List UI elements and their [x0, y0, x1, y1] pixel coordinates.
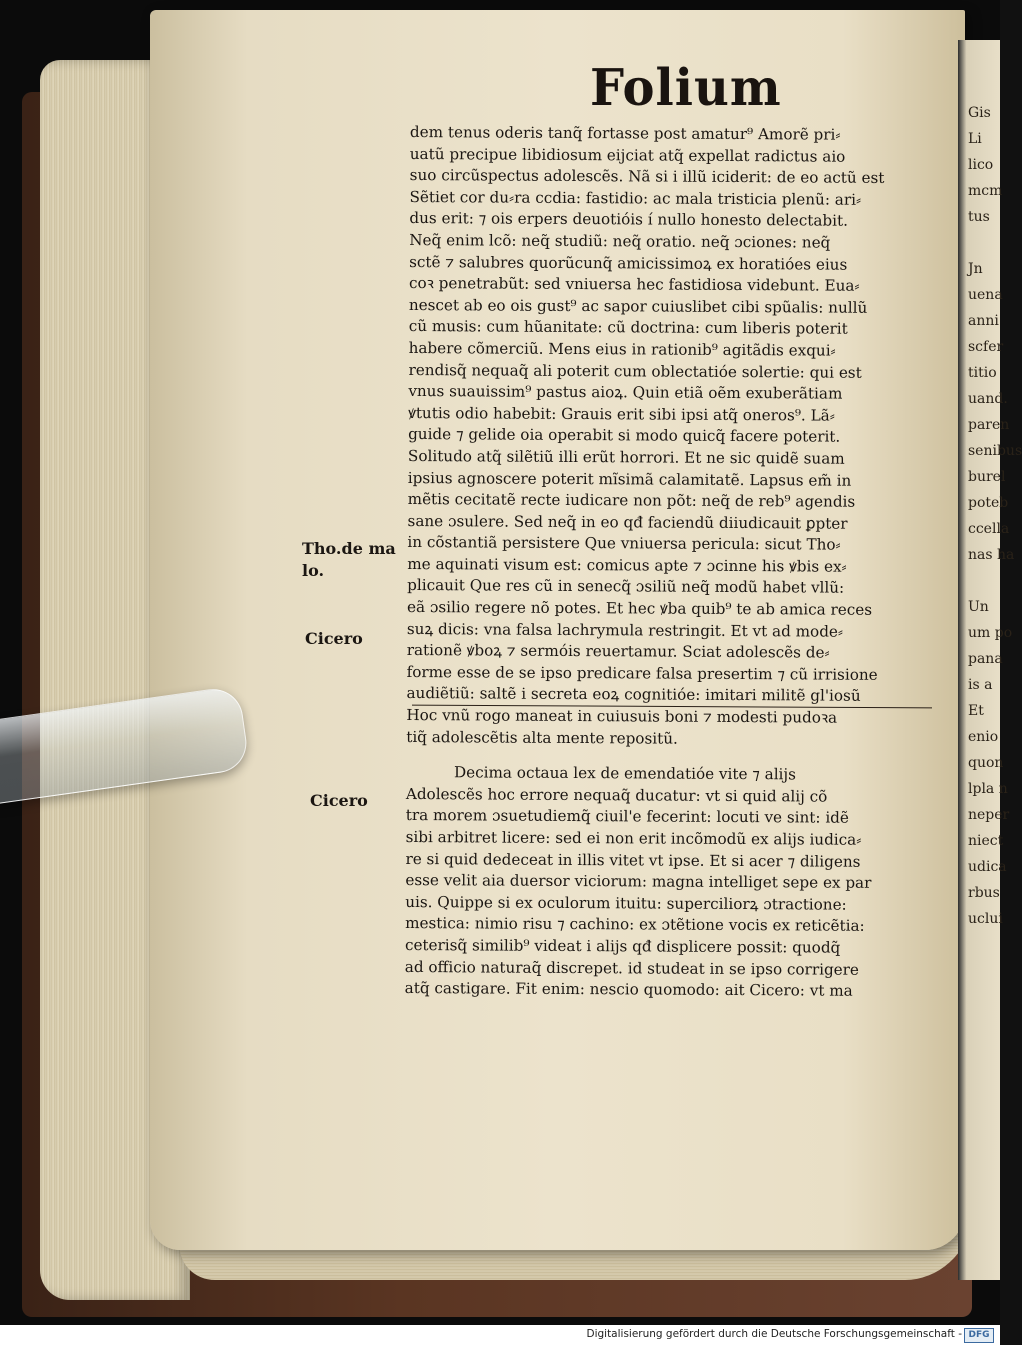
text-line: dus erit: ⁊ ois erpers deuotióis í nullo honesto delectabit.	[409, 209, 849, 231]
footer-bar	[0, 1325, 1000, 1345]
text-line: Sẽtiet cor du⸗ra ccdia: fastidio: ac mala tristicia plenũ: ari⸗	[409, 187, 862, 209]
text-line: in cõstantiã persistere Que vniuersa pericula: sicut Tho⸗	[407, 533, 841, 554]
text-line: rationẽ ꝟboꝝ ⁊ sermóis reuertamur. Sciat adolescẽs de⸗	[406, 641, 830, 662]
text-line: atq̃ castigare. Fit enim: nescio quomodo: ait Cicero: vt ma	[404, 979, 853, 1000]
text-line: mestica: nimio risu ⁊ cachino: ex ɔtẽtione vocis ex reticẽtia:	[405, 914, 865, 936]
text-line: sane ɔsulere. Sed neq̃ in eo qđ faciendũ diiudicauit ꝑpter	[407, 511, 848, 533]
text-line: esse velit aia duersor viciorum: magna intelliget sepe ex par	[405, 871, 872, 893]
margin-note-cicero: Cicero	[305, 629, 363, 648]
text-line: audiẽtiũ: saltẽ i secreta eoꝝ cognitióe: imitari militẽ gl'iosũ	[406, 684, 861, 706]
text-line: uis. Quippe si ex oculorum ituitu: superciliorꝝ ɔtractione:	[405, 892, 847, 914]
text-line: coꝛ penetrabũt: sed vniuersa hec fastidiosa videbunt. Eua⸗	[408, 274, 860, 295]
text-line: eã ɔsilio regere nõ potes. Et hec ꝟba quib⁹ te ab amica reces	[406, 598, 873, 619]
text-line: ceterisq̃ similib⁹ videat i alijs qđ displicere possit: quodq̃	[404, 935, 841, 957]
page-heading: Folium	[590, 58, 782, 118]
text-line: cũ musis: cum hũanitate: cũ doctrina: cum liberis poterit	[408, 317, 848, 339]
section-text-block	[405, 784, 931, 1003]
text-line: rendisq̃ nequaq̃ ali poterit cum oblectatióe solertie: qui est	[408, 360, 862, 382]
margin-note-thomas-line2: lo.	[302, 561, 325, 580]
facing-page-text: Gis Li lico mcm tus Jn uena anni scfer titio uand. paren senibus burel poteb ccella nas ha Un um po pana is a Et enio quon lpla n neper niect udica rbus uclui	[968, 105, 1022, 927]
text-line: guide ⁊ gelide oia operabit si modo quicq̃ facere poterit.	[408, 425, 841, 446]
text-line: dem tenus oderis tanq̃ fortasse post amatur⁹ Amorẽ pri⸗	[409, 122, 841, 144]
text-line: tra morem ɔsuetudiemq̃ ciuil'e fecerint: locuti ve sint: idẽ	[405, 806, 849, 828]
text-line: mẽtis cecitatẽ recte iudicare non põt: neq̃ de reb⁹ agendis	[407, 490, 856, 511]
margin-note-thomas-line1: Tho.de ma	[302, 539, 396, 558]
text-line: habere cõmerciũ. Mens eius in rationib⁹ agitãdis exqui⸗	[408, 338, 836, 360]
text-line: tiq̃ adolescẽtis alta mente repositũ.	[406, 727, 678, 748]
text-line: sctẽ ⁊ salubres quorũcunq̃ amicissimoꝝ ex horatióes eius	[409, 252, 848, 274]
main-text-block	[406, 122, 935, 751]
text-line: uatũ precipue libidiosum eijciat atq̃ expellat radictus aio	[409, 144, 846, 166]
text-line: ipsius agnoscere poterit mĩsimã calamitatẽ. Lapsus em̃ in	[407, 468, 852, 490]
section-title: Decima octaua lex de emendatióe vite ⁊ alijs	[453, 763, 796, 784]
text-line: me aquinati visum est: comicus apte ⁊ ɔcinne his ꝟbis ex⸗	[407, 554, 847, 576]
text-line: Adolescẽs hoc errore nequaq̃ ducatur: vt si quid alij cõ	[405, 784, 828, 806]
text-line: re si quid dedeceat in illis vitet vt ipse. Et si acer ⁊ diligens	[405, 849, 861, 871]
text-line: sibi arbitret licere: sed ei non erit incõmodũ ex alijs iudica⸗	[405, 827, 862, 849]
text-line: Neq̃ enim lcõ: neq̃ studiũ: neq̃ oratio. neq̃ ɔciones: neq̃	[409, 230, 831, 252]
text-line: nescet ab eo ois gust⁹ ac sapor cuiuslibet cibi spũalis: nullũ	[408, 295, 868, 317]
page-body	[405, 122, 935, 1003]
text-line: Hoc vnũ rogo maneat in cuiusuis boni ⁊ modesti pudoꝛa	[406, 706, 838, 727]
text-line: plicauit Que res cũ in senecq̃ ɔsiliũ neq̃ modũ habet vllũ:	[407, 576, 845, 598]
margin-note-thomas	[302, 538, 396, 582]
text-line: Solitudo atq̃ silẽtiũ illi erũt horrori. Et ne sic quidẽ suam	[407, 446, 845, 468]
margin-note-cicero-second: Cicero	[310, 791, 368, 810]
dfg-logo: DFG	[964, 1328, 994, 1343]
text-line: forme esse de se ipso predicare falsa presertim ⁊ cũ irrisione	[406, 662, 878, 684]
funding-credit: Digitalisierung gefördert durch die Deutsche Forschungsgemeinschaft -	[586, 1328, 962, 1340]
text-line: vnus suauissim⁹ pastus aioꝝ. Quin etiã oẽm exuberãtiam	[408, 382, 843, 403]
text-line: suo circũspectus adolescẽs. Nã si i illũ iciderit: de eo actũ est	[409, 166, 885, 188]
text-line: ad officio naturaq̃ discrepet. id studeat in se ipso corrigere	[404, 957, 859, 979]
text-line: suꝝ dicis: vna falsa lachrymula restringit. Et vt ad mode⸗	[406, 619, 844, 641]
text-line: ꝟtutis odio habebit: Grauis erit sibi ipsi atq̃ oneros⁹. Lã⸗	[408, 403, 835, 425]
